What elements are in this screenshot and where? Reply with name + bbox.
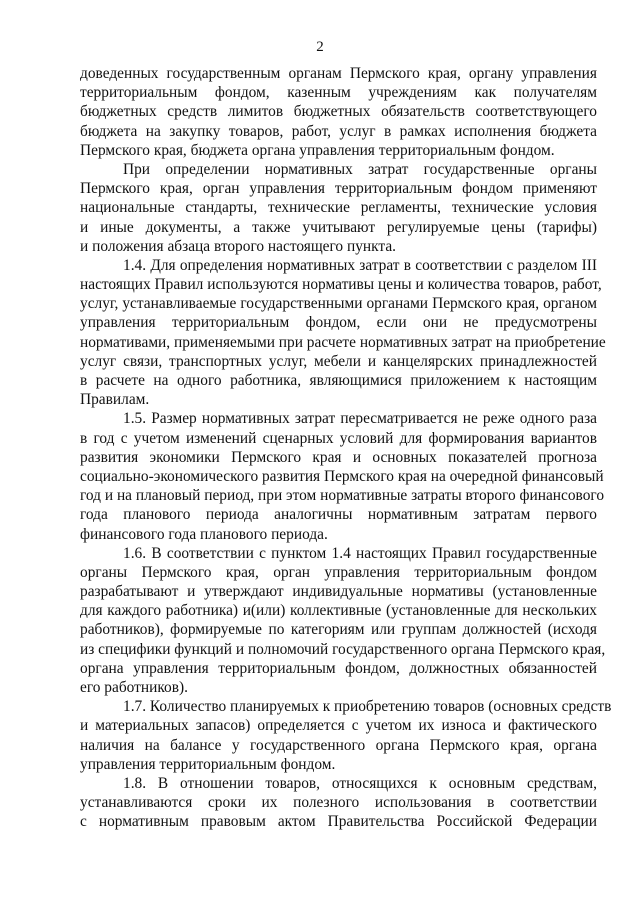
page-number: 2: [316, 39, 324, 55]
paragraph-standards: [80, 160, 597, 256]
text-line: и иные документы, а также учитывают регулируемые цены (тарифы): [80, 218, 597, 236]
text-line: в расчете на одного работника, являющимися приложением к настоящим: [80, 372, 597, 389]
text-line: устанавливаются сроки их полезного использования в соответствии: [80, 794, 597, 812]
document-body: [80, 64, 612, 832]
text-line: нормативами, применяемыми при расчете нормативных затрат на приобретение: [80, 333, 606, 351]
text-line: Пермского края, бюджета органа управления территориальным фондом.: [80, 141, 555, 159]
text-line: и материальных запасов) определяется с учетом их износа и фактического: [80, 717, 597, 735]
text-line: услуг связи, транспортных услуг, мебели и канцелярских принадлежностей: [80, 352, 597, 370]
text-line: и положения абзаца второго настоящего пункта.: [80, 237, 397, 255]
text-line: наличия на балансе у государственного органа Пермского края, органа: [80, 736, 597, 754]
text-line: 1.7. Количество планируемых к приобретению товаров (основных средств: [123, 698, 612, 716]
text-line: развития экономики Пермского края и основных показателей прогноза: [80, 448, 597, 466]
text-line: для каждого работника) и(или) коллективные (установленные для нескольких: [80, 602, 597, 620]
text-line: управления территориальным фондом, если они не предусмотрены: [80, 314, 597, 332]
text-line: работников), формируемые по категориям или группам должностей (исходя: [80, 621, 597, 639]
text-line: При определении нормативных затрат государственные органы: [123, 160, 597, 178]
text-line: управления территориальным фондом.: [80, 755, 336, 773]
paragraph-continuation: [80, 64, 597, 160]
text-line: услуг, устанавливаемые государственными органами Пермского края, органом: [80, 295, 597, 313]
text-line: органы Пермского края, орган управления территориальным фондом: [80, 563, 597, 581]
paragraph-1-6: [80, 544, 606, 698]
text-line: органа управления территориальным фондом, должностных обязанностей: [80, 659, 597, 677]
text-line: социально-экономического развития Пермского края на очередной финансовый: [80, 467, 604, 485]
text-line: с нормативным правовым актом Правительства Российской Федерации: [80, 813, 597, 831]
paragraph-1-5: [80, 409, 605, 543]
text-line: территориальным фондом, казенным учреждениям как получателям: [80, 84, 597, 102]
text-line: года планового периода аналогичны нормативным затратам первого: [80, 506, 597, 524]
paragraph-1-4: [80, 256, 606, 410]
text-line: 1.4. Для определения нормативных затрат в соответствии с разделом III: [123, 256, 597, 274]
text-line: Правилам.: [80, 391, 150, 409]
text-line: 1.8. В отношении товаров, относящихся к основным средствам,: [123, 774, 597, 792]
text-line: бюджетных средств лимитов бюджетных обязательств соответствующего: [80, 103, 597, 121]
text-line: в год с учетом изменений сценарных условий для формирования вариантов: [80, 429, 597, 447]
paragraph-1-8: [80, 774, 597, 832]
text-line: финансового года планового периода.: [80, 525, 328, 543]
text-line: Пермского края, орган управления территориальным фондом применяют: [80, 180, 597, 198]
text-line: из специфики функций и полномочий государственного органа Пермского края,: [80, 640, 606, 658]
text-line: доведенных государственным органам Пермского края, органу управления: [80, 65, 597, 82]
text-line: 1.5. Размер нормативных затрат пересматривается не реже одного раза: [123, 410, 597, 428]
text-line: год и на плановый период, при этом нормативные затраты второго финансового: [80, 487, 605, 505]
paragraph-1-7: [80, 697, 612, 774]
text-line: 1.6. В соответствии с пунктом 1.4 настоящих Правил государственные: [123, 544, 597, 562]
text-line: национальные стандарты, технические регламенты, технические условия: [80, 199, 597, 217]
text-line: его работников).: [80, 679, 188, 696]
text-line: настоящих Правил используются нормативы цены и количества товаров, работ,: [80, 276, 602, 294]
text-line: бюджета на закупку товаров, работ, услуг в рамках исполнения бюджета: [80, 122, 597, 140]
text-line: разрабатывают и утверждают индивидуальные нормативы (установленные: [80, 583, 597, 601]
